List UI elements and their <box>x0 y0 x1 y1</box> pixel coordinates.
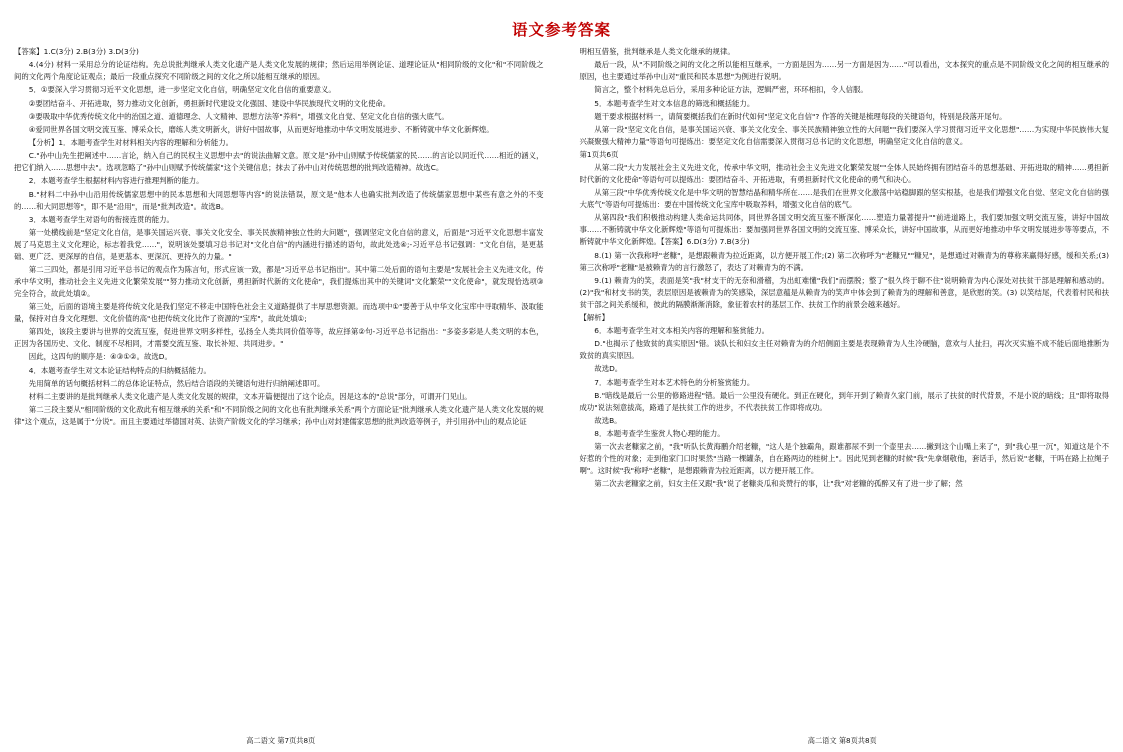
paragraph: 9.(1) 赖青为的笑，表面是笑"我"材支干的无奈和滑稽，为出虹难懂"我们"而摆脱；整了"很久终于聊不住"说明赖青为内心深处对扶贫干部是理解和感动的。(2)"我"和材支书的笑，表层原因是被赖青为的笑感染，深层意蕴是从赖青为的笑声中体会到了赖青为的理解和善意，是欣慰的笑。(3) 以笑结尾，代表着村民和扶贫干部之间关系缓和，彼此的隔膜渐渐消除，象征着农村的基层工作、扶贫工作的前景会越来越好。 <box>579 275 1109 309</box>
paragraph: 明相互借鉴，批判继承是人类文化继承的规律。 <box>579 47 735 56</box>
paragraph: 从第一段"坚定文化自信，是事关国运兴衰、事关文化安全、事关民族精神独立性的大问题""我们要深入学习贯彻习近平文化思想"……为实现中华民族伟大复兴凝聚强大精神力量"等语句可提炼出：要坚定文化自信需要深入贯彻习总书记的文化思想，明确坚定文化自信的意义。 <box>579 124 1109 146</box>
left-column <box>14 46 562 746</box>
paragraph: 从第四段"我们积极推动构建人类命运共同体，同世界各国文明交流互鉴不断深化……塑造力量著提升""前进道路上，我们要加强文明交流互鉴，讲好中国故事……不断铸就中华文化新辉煌"等语句可提炼出：要加强同世界各国文明的交流互鉴、博采众长，讲好中国故事，从而更好地推动中华文明发展进步等等要点，不断铸就中华文化新辉煌。【答案】6.D(3分) 7.B(3分) <box>579 213 1109 247</box>
paragraph: 第二次去老糠家之前，妇女主任又跟"我"说了老糠炎瓜和炎赞行的事，让"我"对老糠的孤醉又有了进一步了解；然 <box>594 479 963 489</box>
paragraph: 8．本题考查学生鉴赏人物心理的能力。 <box>594 429 725 439</box>
paragraph: 第二三四处，都是引用习近平总书记的观点作为陈言句，形式应该一致，都是"习近平总书记指出"。其中第二处后面的语句主要是"发展社会主义先进文化，传承中华文明，推动社会主义先进文化繁荣发展""努力推动文化创新，勇担新时代新的文化使命"，我们提炼出其中的关键词"文化繁荣""文化使命"，就发现恰选项③完全符合，故此处填②。 <box>14 264 544 298</box>
paragraph: 第一次去老糠家之前，"我"听队长黄海鹏介绍老糠，"这人是个独霸角，跟谁都尿不到一个壶里去……撇到这个山嘴上来了"，到"我心里一沉"，知道这是个不好惹的个性的对象；走到他家门口时果然"当路一棵罐条，自在路两边的桂树上"。因此见到老糠的时候"我"先拿烟敬他，套话手，然后说"老糠，干吗在路上拉绳子啊"。这时候"我"称呼"老糠"，是想跟赖青为拉近距离，以方便开展工作。 <box>579 442 1109 476</box>
paragraph: 从第二段"大力发展社会主义先进文化，传承中华文明，推动社会主义先进文化繁荣发展""全体人民始终拥有团结奋斗的思想基础、开拓进取的精神……勇担新时代新的文化使命"等语句可以提炼出：要团结奋斗、开拓进取，有勇担新时代文化使命的勇气和决心。 <box>579 163 1109 185</box>
paragraph: 2．本题考查学生根据材料内容进行推理判断的能力。 <box>28 176 204 186</box>
paragraph: D."也揭示了他致贫的真实原因"错。谈队长和妇女主任对赖青为的介绍侧面主要是表现赖青为人生冷硬脑，意欢与人扯扫，再次灭实施不成不能后面地推断为致贫的真实原因。 <box>579 339 1109 361</box>
answer-line: 【答案】1.C(3分) 2.B(3分) 3.D(3分) <box>14 47 139 56</box>
paragraph: 先用简单的话句概括材料二的总体论证特点，然后结合语段的关键语句进行归纳阐述即可。 <box>28 378 325 388</box>
paragraph: 6．本题考查学生对文本相关内容的理解和鉴赏能力。 <box>594 326 769 336</box>
paragraph: 7．本题考查学生对本艺术特色的分析鉴赏能力。 <box>594 377 755 387</box>
paragraph: 【分析】1．本题考查学生对材料相关内容的理解和分析能力。 <box>28 138 234 148</box>
right-column <box>562 46 1110 746</box>
paragraph: ②要团结奋斗、开拓进取，努力推动文化创新，勇担新时代建设文化强国、建设中华民族现代文明的文化使命。 <box>28 98 391 108</box>
paragraph: C."孙中山先生把阐述中……言论，纳入自己的民权主义思想中去"的说法曲解文意。原文是"孙中山则赋予传统儒家的民……的言论以同近代……相近的涵义，把它们纳入……思想中去"。选项忽略了"孙中山则赋予传统儒家"这个关键信息；抹去了孙中山对传统思想的批判改造精神。故选C。 <box>14 151 544 173</box>
paragraph: 5．本题考查学生对文本信息的筛选和概括能力。 <box>594 98 755 108</box>
paragraph: 最后一段，从"不同阶级之间的文化之所以能相互继承，一方面是因为……另一方面是因为……"可以看出，文本探究的重点是不同阶级文化之间的相互继承的原因，也主要通过举孙中山对"重民和民本思想"为例进行说明。 <box>579 60 1109 82</box>
footer-left: 高二语文 第7页共8页 <box>246 736 316 745</box>
paragraph: ③要吸取中华优秀传统文化中的治国之道、道德理念、人文精神、思想方法等"养料"，增强文化自觉、坚定文化自信的强大底气。 <box>28 111 449 121</box>
paragraph: B."暗线是最后一公里的修路进程"错。最后一公里没有硬化。到正在硬化，到年开到了赖青久家门前，展示了扶贫的时代背景，不是小说的暗线；且"即将取得成功"说法刻意拔高，路通了是扶贫工作的进步，不代表扶贫工作即将成功。 <box>579 390 1109 412</box>
paragraph: 简言之，整个材料先总后分，采用多种论证方法，逻辑严密，环环相扣，令人信服。 <box>594 85 868 95</box>
paragraph: 3．本题考查学生对语句的衔接连贯的能力。 <box>28 214 174 224</box>
paragraph: 4．本题考查学生对文本论证结构特点的归纳概括能力。 <box>28 365 211 375</box>
footer-right: 高二语文 第8页共8页 <box>807 736 877 745</box>
paragraph: 从第三段"中华优秀传统文化是中华文明的智慧结晶和精华所在……是我们在世界文化激荡中站稳脚跟的坚实根基，也是我们增强文化自觉、坚定文化自信的强大底气"等语句可提炼出：要在中国传统文化宝库中吸取养料，增强文化自信的底气。 <box>579 188 1109 210</box>
paragraph: 第一处横线前是"坚定文化自信，是事关国运兴衰、事关文化安全、事关民族精神独立性的大问题"，强调坚定文化自信的意义，后面是"习近平文化思想丰富发展了马克思主义文化理论，标志着我党……"，说明该处要填习总书记对"文化自信"的内涵进行描述的语句，故此处选④;-习近平总书记强调："文化自信，是更基础、更广泛、更深厚的自信，是更基本、更深沉、更持久的力量。" <box>14 227 544 261</box>
paragraph: 4.(4分) 材料一采用总分的论证结构。先总说批判继承人类文化遗产是人类文化发展的规律；然后运用举例论证、道理论证从"相同阶级的文化"和"不同阶级之间的文化两个角度论证观点；最后一段重点探究不同阶级之间的文化之所以能相互继承的原因。 <box>14 60 544 82</box>
paragraph: 第二三段主要从"相同阶级的文化敌此有相互继承的关系"和"不同阶级之间的文化也有批判继承关系"两个方面论证"批判继承人类文化遗产是人类文化发展的规律"这个观点，这是属于"分说"。而且主要通过举德国对英、法资产阶级文化的学习继承；孙中山对封建儒家思想的批判改造等例子，并引用孙中山的观点论证 <box>14 405 544 427</box>
paragraph: 8.(1) 第一次我称呼"老糠"，是想跟赖青为拉近距离，以方便开展工作;(2) 第二次称呼为"老糠兄""糠兄"，是想通过对赖青为的尊称来赢得好感，缓和关系;(3) 第三次称呼"老糠"是被赖青为的言行激怒了，表达了对赖青为的不满。 <box>579 250 1109 272</box>
paragraph: 故选D。 <box>594 364 623 374</box>
paragraph: 题干要求根据材料一，请简要概括我们在新时代如何"坚定文化自信"? 作答的关键是梳理每段的关键语句，特别是段落开尾句。 <box>594 111 1007 121</box>
page-title: 语文参考答案 <box>511 21 611 39</box>
analysis-heading: 【解析】 <box>579 312 610 322</box>
paragraph: 因此，这四句的顺序是：④③①②。故选D。 <box>28 352 172 362</box>
paragraph: 5．①要深入学习贯彻习近平文化思想，进一步坚定文化自信，明确坚定文化自信的重要意义。 <box>28 85 336 95</box>
paragraph: ④爱同世界各国文明交流互鉴、博采众长，磨练人类文明新火，讲好中国故事，从而更好地推动中华文明发展进步、不断铸就中华文化新辉煌。 <box>28 124 494 134</box>
inline-page-mark: 第1页共6页 <box>579 150 619 159</box>
paragraph: 材料二主要讲的是批判继承人类文化遗产是人类文化发展的规律，文本开篇便提出了这个论点，因是这本的"总说"部分，可谓开门见山。 <box>28 391 472 401</box>
two-column-body <box>14 46 1109 746</box>
paragraph: 第四处，该段主要讲与世界的交流互鉴，促进世界文明多样性，弘扬全人类共同价值等等，故应择第②句-习近平总书记指出："多姿多彩是人类文明的本色，正因为各国历史、文化、制度不尽相同，才需要交流互鉴、取长补短、共同进步。" <box>14 327 544 349</box>
paragraph: 故选B。 <box>594 415 622 425</box>
paragraph: B."材料二中孙中山沿用传统儒家思想中的民本思想和大同思想等内容"的说法错误，原文是"他本人也确实批判改造了传统儒家思想中某些有意之外的不变的……和大同思想等"，即不是"沿用"，而是"批判改造"。故选B。 <box>14 189 544 211</box>
paragraph: 第三处，后面的语境主要是将传统文化是我们坚定不移走中国特色社会主义道路提供了丰厚思想资源。而选项中①"要善于从中华文化宝库中寻取精华、汲取能量，保持对自身文化理想、文化价值的高"也把传统文化比作了资源的"宝库"，故此处填①; <box>14 302 544 324</box>
